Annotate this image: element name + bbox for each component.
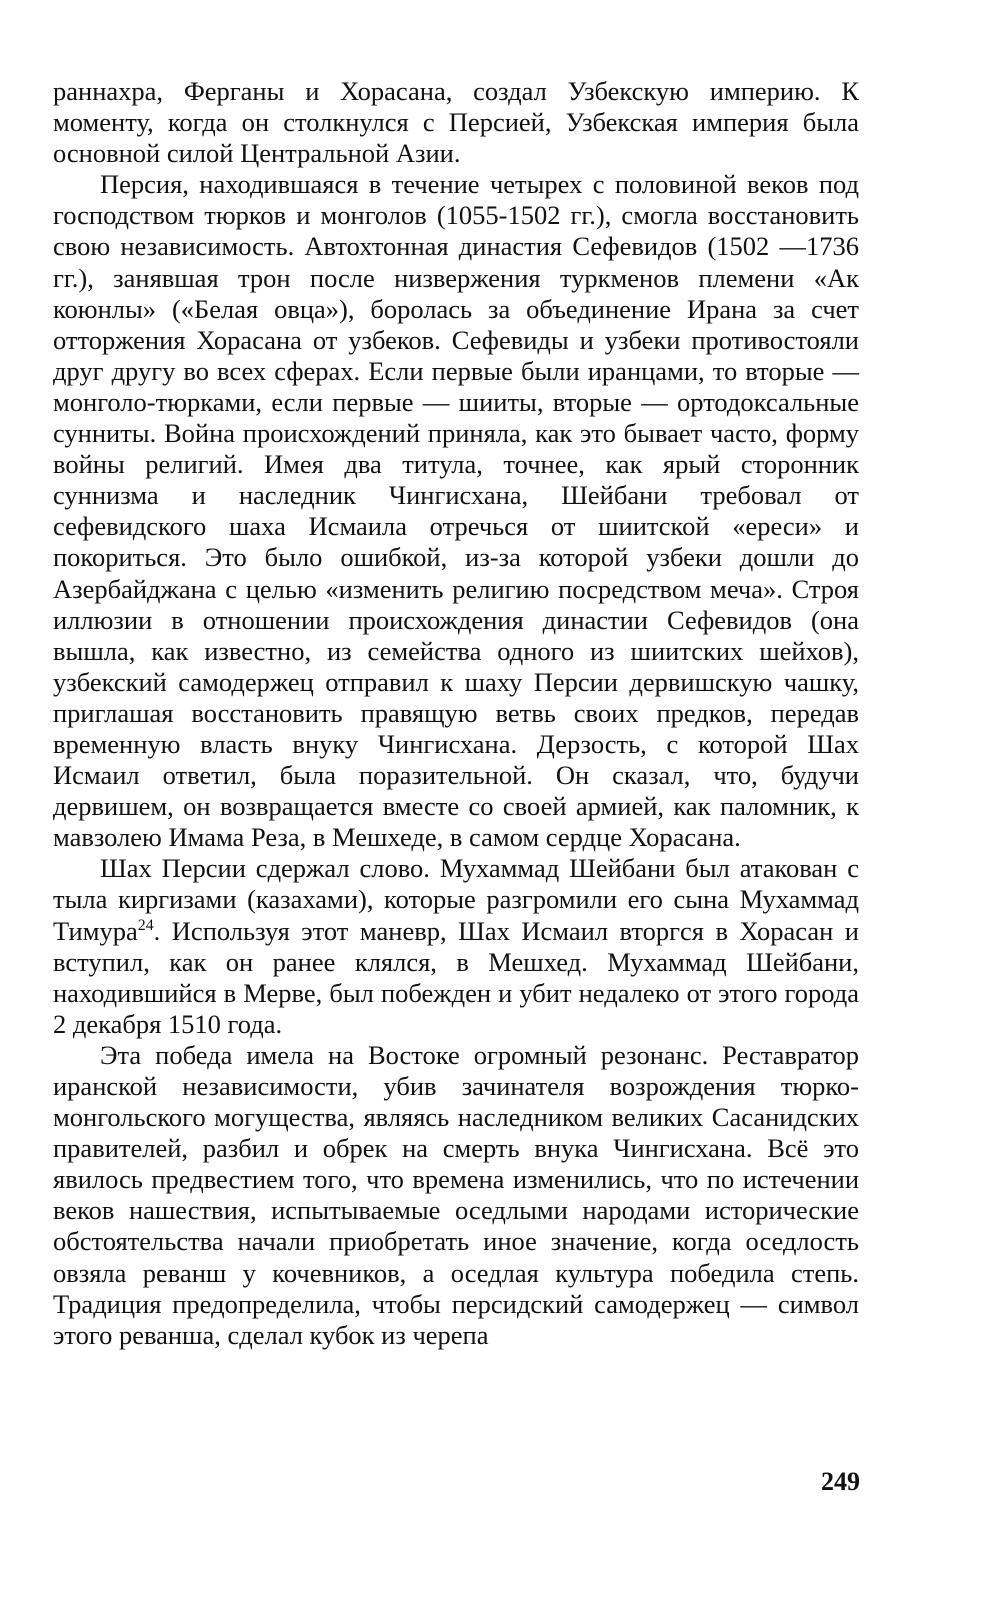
- paragraph-4-text: Эта победа имела на Востоке огромный резонанс. Реставратор иранской независимости, убив зачинателя возрождения тюрко-монгольского могущества, являясь наследником великих Сасанидских правителей, разбил и обрек на смерть внука Чингисхана. Всё это явилось предвестием того, что времена изменились, что по истечении веков нашествия, испытываемые оседлыми народами исторические обстоятельства начали приобретать иное значение, когда оседлость овзяла реванш у кочевников, а оседлая культура победила степь. Традиция предопределила, чтобы персидский самодержец — символ этого реванша, сделал кубок из черепа: [53, 1039, 859, 1350]
- paragraph-1-text: раннахра, Ферганы и Хорасана, создал Узбекскую империю. К моменту, когда он столкнулся с Персией, Узбекская империя была основной силой Центральной Азии.: [53, 76, 859, 169]
- paragraph-3: [53, 853, 859, 1040]
- paragraph-1: [53, 76, 859, 169]
- paragraph-3-tail: . Используя этот маневр, Шах Исмаил вторгся в Хорасан и вступил, как он ранее клялся, в Мешхед. Мухаммад Шейбани, находившийся в Мерве, был побежден и убит недалеко от этого города 2 декабря 1510 года.: [53, 915, 859, 1039]
- body-text: [53, 76, 859, 1351]
- page-number: 249: [821, 1467, 860, 1496]
- paragraph-2-text: Персия, находившаяся в течение четырех с половиной веков под господством тюрков и монголов (1055-1502 гг.), смогла восстановить свою независимость. Автохтонная династия Сефевидов (1502 —1736 гг.), занявшая трон после низвержения туркменов племени «Ак коюнлы» («Белая овца»), боролась за объединение Ирана за счет отторжения Хорасана от узбеков. Сефевиды и узбеки противостояли друг другу во всех сферах. Если первые были иранцами, то вторые — монголо-тюрками, если первые — шииты, вторые — ортодоксальные сунниты. Война происхождений приняла, как это бывает часто, форму войны религий. Имея два титула, точнее, как ярый сторонник суннизма и наследник Чингисхана, Шейбани требовал от сефевидского шаха Исмаила отречься от шиитской «ереси» и покориться. Это было ошибкой, из-за которой узбеки дошли до Азербайджана с целью «изменить религию посредством меча». Строя иллюзии в отношении происхождения династии Сефевидов (она вышла, как известно, из семейства одного из шиитских шейхов), узбекский самодержец отправил к шаху Персии дервишскую чашку, приглашая восстановить правящую ветвь своих предков, передав временную власть внуку Чингисхана. Дерзость, с которой Шах Исмаил ответил, была поразительной. Он сказал, что, будучи дервишем, он возвращается вместе со своей армией, как паломник, к мавзолею Имама Реза, в Мешхеде, в самом сердце Хорасана.: [53, 169, 859, 853]
- paragraph-2: [53, 169, 859, 853]
- paragraph-4: [53, 1040, 859, 1351]
- paragraph-3-text: Шах Персии сдержал слово. Мухаммад Шейбани был атакован с тыла киргизами (казахами), которые разгромили его сына Мухаммад Тимура: [53, 853, 859, 946]
- footnote-marker: 24: [137, 916, 154, 934]
